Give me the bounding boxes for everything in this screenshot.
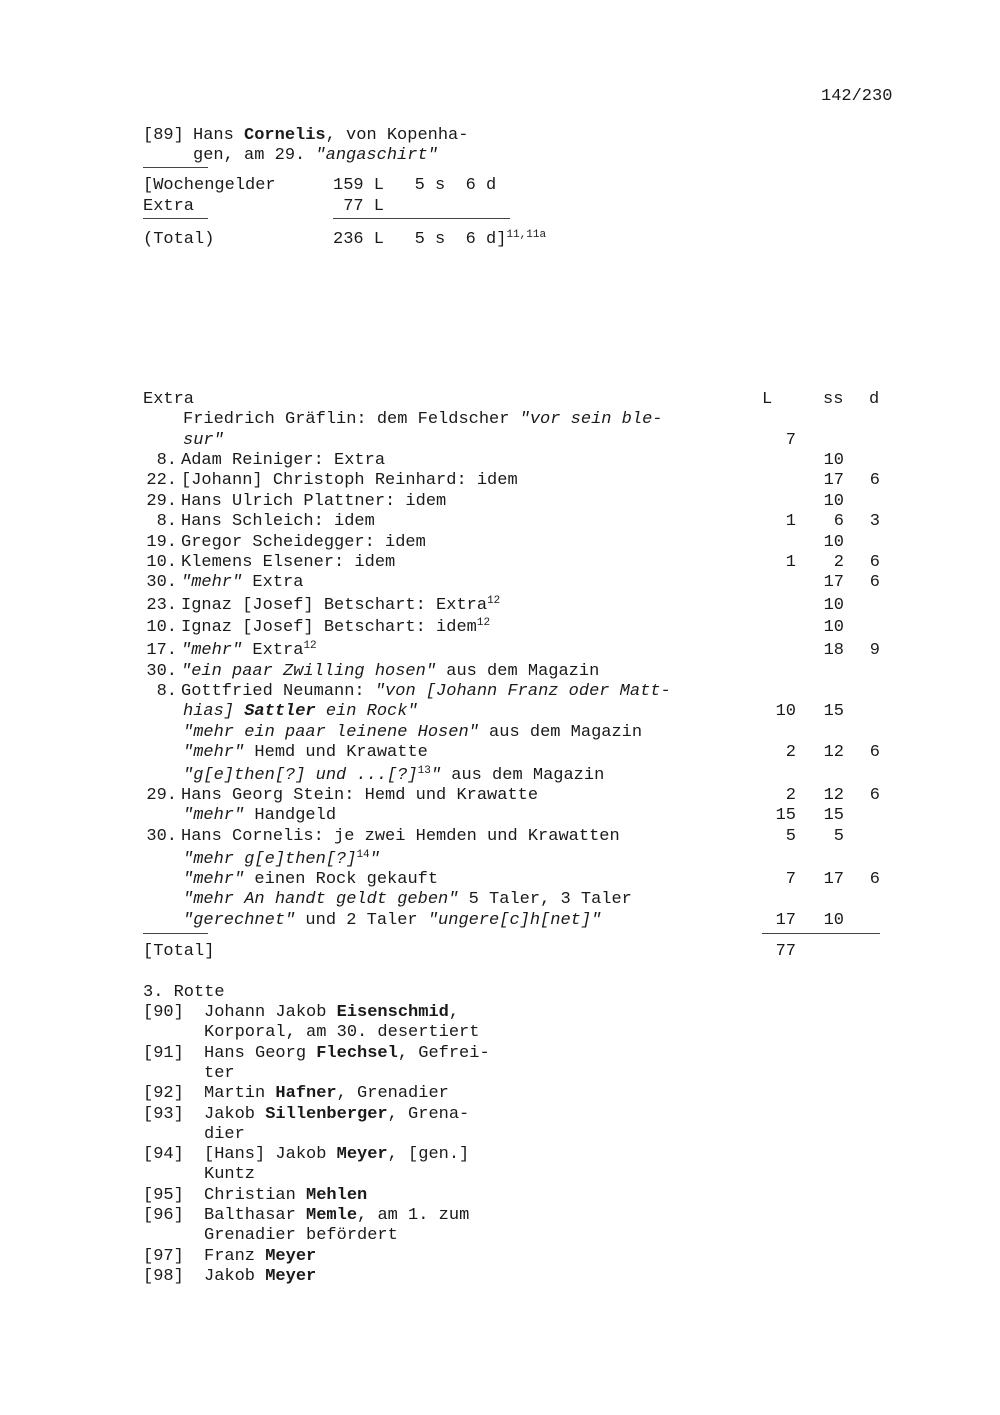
row-day: 29. bbox=[146, 786, 177, 805]
text-segment: "mehr" bbox=[183, 743, 245, 762]
row-day: 29. bbox=[146, 492, 177, 511]
text-segment: sur" bbox=[183, 431, 224, 450]
text-segment: dier bbox=[204, 1124, 245, 1144]
row-value-d: 3 bbox=[869, 512, 880, 531]
text-segment: Kuntz bbox=[204, 1165, 256, 1185]
row-value-ss: 17 bbox=[823, 870, 844, 889]
text-segment: hias] bbox=[183, 702, 245, 721]
rotte-entry-number: [93] bbox=[143, 1104, 184, 1124]
text-segment: Adam Reiniger: Extra bbox=[181, 451, 386, 470]
text-segment: "gerechnet" bbox=[183, 911, 296, 930]
text-segment: Jakob bbox=[204, 1104, 266, 1124]
text-segment: "mehr g[e]then[?] bbox=[183, 850, 357, 869]
row-description bbox=[183, 806, 336, 826]
text-segment: Meyer bbox=[265, 1266, 317, 1286]
row-value-L: 15 bbox=[775, 806, 796, 825]
text-segment: "vor sein ble- bbox=[519, 410, 663, 429]
text-segment: Flechsel bbox=[316, 1043, 398, 1063]
row-value-ss: 10 bbox=[823, 596, 844, 615]
text-segment: "mehr" bbox=[183, 806, 245, 825]
wochengelder-label: [Wochengelder bbox=[143, 176, 276, 195]
row-value-d: 6 bbox=[869, 786, 880, 805]
row-value-L: 2 bbox=[785, 743, 796, 762]
row-value-d: 6 bbox=[869, 870, 880, 889]
extra-table-heading: Extra bbox=[143, 390, 195, 409]
row-description bbox=[183, 850, 380, 870]
text-segment: Meyer bbox=[336, 1145, 388, 1165]
row-day: 30. bbox=[146, 573, 177, 592]
rotte-entry-number: [96] bbox=[143, 1206, 184, 1225]
rotte-entry-line bbox=[204, 1064, 235, 1084]
total-value bbox=[333, 230, 546, 250]
row-value-ss: 6 bbox=[833, 512, 844, 531]
rotte-entry-number: [97] bbox=[143, 1246, 184, 1266]
row-value-d: 6 bbox=[869, 471, 880, 490]
rotte-entry-line bbox=[204, 1226, 398, 1246]
row-day: 8. bbox=[156, 451, 177, 470]
row-value-ss: 17 bbox=[823, 573, 844, 592]
text-segment: "ungere[c]h[net]" bbox=[427, 911, 602, 930]
pay-label-divider bbox=[143, 218, 208, 219]
row-value-ss: 10 bbox=[823, 911, 844, 930]
text-segment: Korporal, am 30. desertiert bbox=[204, 1023, 480, 1043]
text-segment: Hemd und Krawatte bbox=[244, 743, 428, 762]
text-segment: "mehr An handt geldt geben" bbox=[183, 890, 459, 909]
text-segment: Hans Georg Stein: Hemd und Krawatte bbox=[181, 786, 539, 805]
total-label: (Total) bbox=[143, 230, 215, 249]
row-description bbox=[181, 553, 395, 573]
text-segment: ter bbox=[204, 1063, 235, 1083]
text-segment: " bbox=[369, 850, 380, 869]
row-value-L: 2 bbox=[785, 786, 796, 805]
row-description bbox=[181, 492, 446, 512]
row-description bbox=[181, 471, 518, 491]
row-day: 23. bbox=[146, 596, 177, 615]
footnote-ref: 12 bbox=[303, 640, 317, 652]
wochengelder-value: 159 L 5 s 6 d bbox=[333, 176, 497, 195]
rotte-entry-number: [90] bbox=[143, 1003, 184, 1022]
text-segment: , bbox=[448, 1003, 460, 1022]
row-description bbox=[183, 870, 438, 890]
text-segment: Hafner bbox=[275, 1084, 337, 1104]
row-description bbox=[183, 723, 642, 743]
row-description bbox=[181, 786, 538, 806]
row-description bbox=[183, 410, 662, 430]
text-segment: aus dem Magazin bbox=[441, 766, 605, 785]
rotte-entry-line bbox=[204, 1247, 316, 1267]
column-header-L: L bbox=[762, 390, 773, 409]
row-value-ss: 17 bbox=[823, 471, 844, 490]
row-value-d: 9 bbox=[869, 641, 880, 660]
row-value-ss: 18 bbox=[823, 641, 844, 660]
text-segment: Balthasar bbox=[204, 1206, 307, 1225]
row-value-ss: 10 bbox=[823, 451, 844, 470]
row-description bbox=[181, 618, 490, 638]
text-segment: , [gen.] bbox=[387, 1145, 470, 1165]
row-value-d: 6 bbox=[869, 553, 880, 572]
text-segment: "mehr ein paar leinene Hosen" bbox=[183, 723, 479, 742]
row-value-ss: 12 bbox=[823, 786, 844, 805]
row-value-L: 10 bbox=[775, 702, 796, 721]
total-amount: 236 L 5 s 6 d] bbox=[333, 230, 507, 249]
row-description bbox=[181, 512, 375, 532]
rotte-entry-number: [92] bbox=[143, 1084, 184, 1104]
rotte-entry-line bbox=[204, 1165, 255, 1185]
text-segment: ein Rock" bbox=[315, 702, 418, 721]
text-segment: Franz bbox=[204, 1246, 266, 1266]
rotte-entry-line bbox=[204, 1044, 490, 1064]
entry-89-firstname: Hans bbox=[193, 126, 245, 145]
entry-89-number: [89] bbox=[143, 126, 184, 145]
row-day: 10. bbox=[146, 618, 177, 637]
extra-label: Extra bbox=[143, 197, 195, 216]
row-value-ss: 5 bbox=[833, 827, 844, 846]
footnote-ref: 12 bbox=[487, 595, 501, 607]
row-day: 30. bbox=[146, 827, 177, 846]
text-segment: , am 1. zum bbox=[357, 1206, 470, 1225]
rotte-entry-line bbox=[204, 1105, 469, 1125]
row-day: 19. bbox=[146, 533, 177, 552]
text-segment: Christian bbox=[204, 1185, 307, 1205]
text-segment: Johann Jakob bbox=[204, 1003, 337, 1022]
text-segment: Extra bbox=[242, 641, 304, 660]
row-value-ss: 10 bbox=[823, 618, 844, 637]
entry-89-quote: "angaschirt" bbox=[315, 146, 438, 165]
row-value-L: 1 bbox=[785, 553, 796, 572]
text-segment: einen Rock gekauft bbox=[244, 870, 439, 889]
row-description bbox=[183, 743, 428, 763]
row-description bbox=[181, 682, 671, 702]
row-value-d: 6 bbox=[869, 743, 880, 762]
row-description bbox=[181, 827, 620, 847]
text-segment: aus dem Magazin bbox=[436, 662, 600, 681]
extra-table-total-label: [Total] bbox=[143, 942, 215, 961]
text-segment: Hans Cornelis: je zwei Hemden und Krawatten bbox=[181, 827, 620, 846]
row-value-ss: 10 bbox=[823, 492, 844, 511]
rotte-entry-line bbox=[204, 1206, 469, 1226]
total-footnote: 11,11a bbox=[506, 229, 547, 241]
footnote-ref: 13 bbox=[417, 765, 431, 777]
entry-89-surname: Cornelis bbox=[244, 126, 326, 145]
entry-89-date: gen, am 29. bbox=[193, 146, 316, 165]
text-segment: [Hans] Jakob bbox=[204, 1145, 337, 1165]
text-segment: Gottfried Neumann: bbox=[181, 682, 375, 701]
text-segment: "g[e]then[?] und ...[?] bbox=[183, 766, 418, 785]
row-value-ss: 10 bbox=[823, 533, 844, 552]
row-value-L: 5 bbox=[785, 827, 796, 846]
text-segment: Sattler bbox=[244, 702, 316, 721]
row-day: 22. bbox=[146, 471, 177, 490]
text-segment: Grenadier befördert bbox=[204, 1226, 398, 1246]
row-value-ss: 12 bbox=[823, 743, 844, 762]
row-description bbox=[183, 890, 632, 910]
text-segment: Meyer bbox=[265, 1246, 317, 1266]
text-segment: Hans Georg bbox=[204, 1043, 317, 1063]
row-description bbox=[183, 702, 418, 722]
row-description bbox=[181, 662, 599, 682]
text-segment: Friedrich Gräflin: dem Feldscher bbox=[183, 410, 520, 429]
entry-89-line2 bbox=[193, 146, 438, 166]
footnote-ref: 14 bbox=[356, 849, 370, 861]
rotte-entry-line bbox=[204, 1023, 479, 1043]
row-description bbox=[181, 641, 317, 661]
extra-table-left-divider bbox=[143, 933, 208, 934]
row-value-ss: 15 bbox=[823, 806, 844, 825]
rotte-entry-line bbox=[204, 1125, 245, 1145]
text-segment: , Gefrei- bbox=[397, 1043, 490, 1063]
text-segment: Eisenschmid bbox=[336, 1003, 449, 1022]
column-header-d: d bbox=[869, 390, 880, 409]
extra-table-total-L: 77 bbox=[775, 942, 796, 961]
text-segment: "mehr" bbox=[181, 573, 243, 592]
entry-89-line1 bbox=[193, 126, 468, 146]
text-segment: , Grenadier bbox=[336, 1084, 449, 1104]
row-day: 8. bbox=[156, 512, 177, 531]
text-segment: Mehlen bbox=[306, 1185, 368, 1205]
text-segment: Ignaz [Josef] Betschart: idem bbox=[181, 618, 477, 637]
text-segment: Martin bbox=[204, 1084, 276, 1104]
row-description bbox=[183, 766, 604, 786]
footnote-ref: 12 bbox=[476, 617, 491, 629]
page-number: 142/230 bbox=[821, 87, 893, 106]
text-segment: Ignaz [Josef] Betschart: Extra bbox=[181, 596, 488, 615]
rotte-entry-number: [98] bbox=[143, 1266, 184, 1286]
text-segment: Extra bbox=[242, 573, 304, 592]
text-segment: Klemens Elsener: idem bbox=[181, 553, 396, 572]
rotte-entry-line bbox=[204, 1267, 316, 1287]
rotte-entry-line bbox=[204, 1186, 367, 1206]
text-segment: "von [Johann Franz oder Matt- bbox=[374, 682, 671, 701]
text-segment: "mehr" bbox=[183, 870, 245, 889]
row-value-d: 6 bbox=[869, 573, 880, 592]
text-segment: und 2 Taler bbox=[295, 911, 428, 930]
column-header-ss: ss bbox=[823, 390, 844, 409]
row-description bbox=[183, 431, 224, 451]
entry-89-divider bbox=[143, 167, 208, 168]
text-segment: Hans Schleich: idem bbox=[181, 512, 375, 531]
row-description bbox=[181, 596, 500, 616]
text-segment: aus dem Magazin bbox=[478, 723, 643, 742]
text-segment: Gregor Scheidegger: idem bbox=[181, 533, 426, 552]
row-value-L: 1 bbox=[785, 512, 796, 531]
rotte-entry-number: [91] bbox=[143, 1043, 184, 1063]
row-description bbox=[181, 451, 385, 471]
text-segment: " bbox=[430, 766, 442, 785]
entry-89-origin: , von Kopenha- bbox=[325, 126, 469, 145]
row-value-L: 7 bbox=[785, 431, 796, 450]
rotte-entry-number: [95] bbox=[143, 1185, 184, 1205]
text-segment: 5 Taler, 3 Taler bbox=[458, 890, 632, 909]
text-segment: Handgeld bbox=[244, 806, 337, 825]
text-segment: Hans Ulrich Plattner: idem bbox=[181, 492, 447, 511]
text-segment: "ein paar Zwilling hosen" bbox=[181, 662, 437, 681]
text-segment: Sillenberger bbox=[265, 1104, 388, 1124]
row-day: 8. bbox=[156, 682, 177, 701]
row-day: 17. bbox=[146, 641, 177, 660]
text-segment: Jakob bbox=[204, 1266, 266, 1286]
text-segment: Memle bbox=[306, 1206, 358, 1225]
row-description bbox=[181, 573, 303, 593]
row-day: 30. bbox=[146, 662, 177, 681]
row-description bbox=[181, 533, 426, 553]
row-day: 10. bbox=[146, 553, 177, 572]
rotte-entry-line bbox=[204, 1084, 449, 1104]
row-description bbox=[183, 911, 601, 931]
text-segment: , Grena- bbox=[387, 1104, 470, 1124]
rotte-heading: 3. Rotte bbox=[143, 983, 225, 1002]
text-segment: [Johann] Christoph Reinhard: idem bbox=[181, 471, 518, 490]
rotte-entry-line bbox=[204, 1145, 469, 1165]
rotte-entry-number: [94] bbox=[143, 1145, 184, 1165]
row-value-L: 17 bbox=[775, 911, 796, 930]
row-value-ss: 2 bbox=[833, 553, 844, 572]
rotte-entry-line bbox=[204, 1003, 459, 1023]
extra-table-sum-divider bbox=[762, 933, 880, 934]
row-value-ss: 15 bbox=[823, 702, 844, 721]
text-segment: "mehr" bbox=[181, 641, 243, 660]
pay-sum-divider bbox=[333, 218, 510, 219]
row-value-L: 7 bbox=[785, 870, 796, 889]
extra-value: 77 L bbox=[333, 197, 385, 216]
